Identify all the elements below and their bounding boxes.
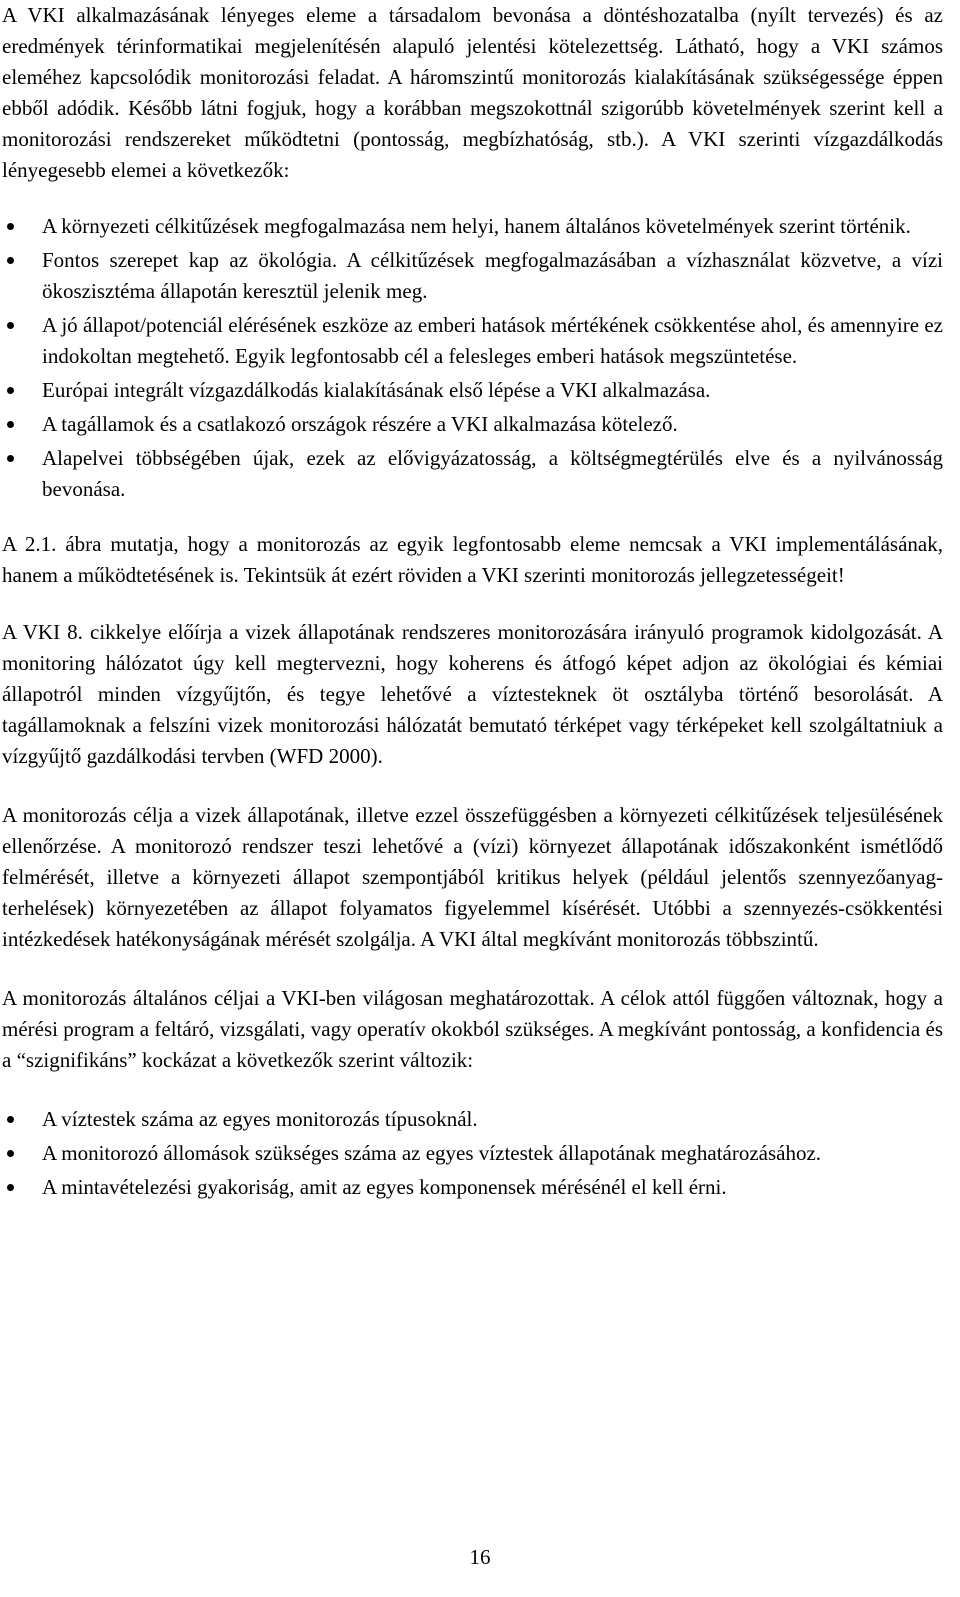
paragraph-monitoring-purpose: A monitorozás célja a vizek állapotának, illetve ezzel összefüggésben a környezeti célkitűzések teljesülésének ellenőrzése. A monitorozó rendszer teszi lehetővé a (vízi) környezet állapotának időszakonként ismétlődő felmérését, illetve a környezeti állapot szempontjából kritikus helyek (például jelentős szennyezőanyag-terhelések) környezetében az állapot folyamatos figyelemmel kísérését. Utóbbi a szennyezés-csökkentési intézkedések hatékonyságának mérését szolgálja. A VKI által megkívánt monitorozás többszintű.	[2, 803, 943, 951]
paragraph-intro: A VKI alkalmazásának lényeges eleme a társadalom bevonása a döntéshozatalba (nyílt tervezés) és az eredmények térinformatikai megjelenítésén alapuló jelentési kötelezettség. Látható, hogy a VKI számos eleméhez kapcsolódik monitorozási feladat. A háromszintű monitorozás kialakításának szükségessége éppen ebből adódik. Később látni fogjuk, hogy a korábban megszokottnál szigorúbb követelmények szerint kell a monitorozási rendszereket működtetni (pontosság, megbízhatóság, stb.). A VKI szerinti vízgazdálkodás lényegesebb elemei a következők:	[2, 3, 943, 182]
list-item-text: A környezeti célkitűzések megfogalmazása nem helyi, hanem általános követelmények szerint történik.	[42, 214, 911, 238]
list-item	[42, 375, 943, 406]
list-item-text: Fontos szerepet kap az ökológia. A célkitűzések megfogalmazásában a vízhasználat közvetve, a vízi ökoszisztéma állapotán keresztül jelenik meg.	[42, 248, 943, 303]
list-item	[42, 443, 943, 505]
list-item	[42, 211, 943, 242]
paragraph-monitoring-goals: A monitorozás általános céljai a VKI-ben világosan meghatározottak. A célok attól függően változnak, hogy a mérési program a feltáró, vizsgálati, vagy operatív okokból szükséges. A megkívánt pontosság, a konfidencia és a “szignifikáns” kockázat a következők szerint változik:	[2, 986, 943, 1072]
bullet-icon	[7, 387, 14, 394]
list-item	[42, 310, 943, 372]
list-item	[42, 245, 943, 307]
bullet-list-variations	[2, 1104, 943, 1203]
bullet-icon	[7, 421, 14, 428]
paragraph-article-8: A VKI 8. cikkelye előírja a vizek állapotának rendszeres monitorozására irányuló programok kidolgozását. A monitoring hálózatot úgy kell megtervezni, hogy koherens és átfogó képet adjon az ökológiai és kémiai állapotról minden vízgyűjtőn, és tegye lehetővé a víztesteknek öt osztályba történő besorolását. A tagállamoknak a felszíni vizek monitorozási hálózatát bemutató térképet vagy térképeket kell szolgáltatniuk a vízgyűjtő gazdálkodási tervben (WFD 2000).	[2, 620, 943, 768]
list-item	[42, 1104, 943, 1135]
list-item-text: A víztestek száma az egyes monitorozás típusoknál.	[42, 1107, 478, 1131]
list-item-text: Alapelvei többségében újak, ezek az elővigyázatosság, a költségmegtérülés elve és a nyilvánosság bevonása.	[42, 446, 943, 501]
bullet-icon	[7, 455, 14, 462]
list-item-text: A jó állapot/potenciál elérésének eszköze az emberi hatások mértékének csökkentése ahol, és amennyire ez indokoltan megtehető. Egyik legfontosabb cél a felesleges emberi hatások megszüntetése.	[42, 313, 943, 368]
list-item-text: A mintavételezési gyakoriság, amit az egyes komponensek mérésénél el kell érni.	[42, 1175, 727, 1199]
bullet-icon	[7, 1184, 14, 1191]
bullet-list-vki-elements	[2, 211, 943, 505]
list-item	[42, 1138, 943, 1169]
bullet-icon	[7, 322, 14, 329]
list-item-text: A tagállamok és a csatlakozó országok részére a VKI alkalmazása kötelező.	[42, 412, 678, 436]
bullet-icon	[7, 1116, 14, 1123]
page-number: 16	[469, 1545, 491, 1569]
bullet-icon	[7, 257, 14, 264]
paragraph-figure-reference: A 2.1. ábra mutatja, hogy a monitorozás az egyik legfontosabb eleme nemcsak a VKI implementálásának, hanem a működtetésének is. Tekintsük át ezért röviden a VKI szerinti monitorozás jellegzetességeit!	[2, 532, 943, 587]
list-item-text: Európai integrált vízgazdálkodás kialakításának első lépése a VKI alkalmazása.	[42, 378, 711, 402]
list-item-text: A monitorozó állomások szükséges száma az egyes víztestek állapotának meghatározásához.	[42, 1141, 822, 1165]
list-item	[42, 1172, 943, 1203]
bullet-icon	[7, 223, 14, 230]
list-item	[42, 409, 943, 440]
bullet-icon	[7, 1150, 14, 1157]
